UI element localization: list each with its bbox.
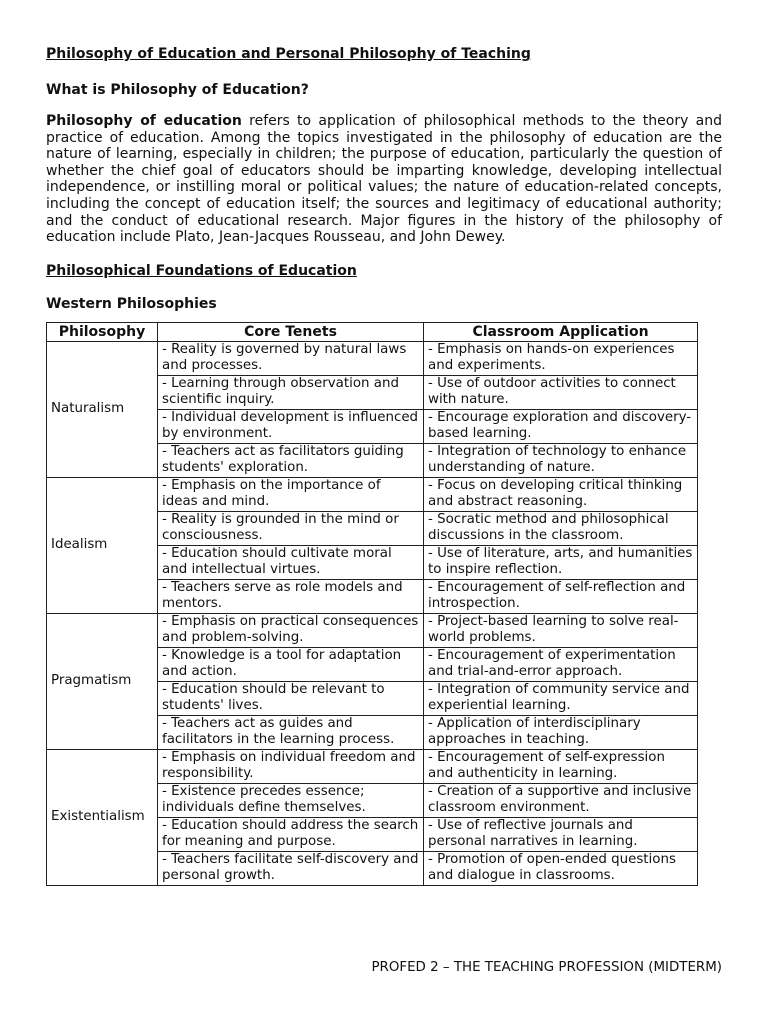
table-row: [47, 341, 698, 375]
section-heading: Philosophical Foundations of Education: [46, 262, 357, 279]
classroom-application-cell: - Creation of a supportive and inclusive classroom environment.: [424, 783, 698, 817]
classroom-application-cell: - Encouragement of self-expression and authenticity in learning.: [424, 749, 698, 783]
intro-paragraph: [46, 113, 722, 246]
core-tenet-cell: - Reality is grounded in the mind or consciousness.: [158, 511, 424, 545]
classroom-application-cell: - Encourage exploration and discovery-based learning.: [424, 409, 698, 443]
table-body: [47, 341, 698, 885]
question-heading: What is Philosophy of Education?: [46, 82, 309, 98]
philosophies-table: [46, 322, 698, 886]
table-header-row: [47, 322, 698, 341]
classroom-application-cell: - Use of literature, arts, and humanities to inspire reflection.: [424, 545, 698, 579]
classroom-application-cell: - Encouragement of experimentation and trial-and-error approach.: [424, 647, 698, 681]
header-classroom-application: Classroom Application: [424, 322, 698, 341]
table-row: [47, 749, 698, 783]
core-tenet-cell: - Knowledge is a tool for adaptation and action.: [158, 647, 424, 681]
table-row: [47, 613, 698, 647]
intro-term: Philosophy of education: [46, 113, 242, 129]
core-tenet-cell: - Teachers facilitate self-discovery and personal growth.: [158, 851, 424, 885]
core-tenet-cell: - Learning through observation and scientific inquiry.: [158, 375, 424, 409]
philosophy-cell: Existentialism: [47, 749, 158, 885]
header-core-tenets: Core Tenets: [158, 322, 424, 341]
classroom-application-cell: - Use of reflective journals and personal narratives in learning.: [424, 817, 698, 851]
core-tenet-cell: - Education should cultivate moral and intellectual virtues.: [158, 545, 424, 579]
core-tenet-cell: - Individual development is influenced by environment.: [158, 409, 424, 443]
core-tenet-cell: - Teachers act as guides and facilitators in the learning process.: [158, 715, 424, 749]
classroom-application-cell: - Promotion of open-ended questions and dialogue in classrooms.: [424, 851, 698, 885]
classroom-application-cell: - Focus on developing critical thinking and abstract reasoning.: [424, 477, 698, 511]
page-footer: PROFED 2 – THE TEACHING PROFESSION (MIDTERM): [371, 960, 722, 975]
core-tenet-cell: - Emphasis on the importance of ideas and mind.: [158, 477, 424, 511]
core-tenet-cell: - Teachers serve as role models and mentors.: [158, 579, 424, 613]
philosophy-cell: Naturalism: [47, 341, 158, 477]
classroom-application-cell: - Use of outdoor activities to connect with nature.: [424, 375, 698, 409]
document-page: [46, 44, 722, 886]
classroom-application-cell: - Project-based learning to solve real-world problems.: [424, 613, 698, 647]
classroom-application-cell: - Application of interdisciplinary approaches in teaching.: [424, 715, 698, 749]
intro-text: refers to application of philosophical methods to the theory and practice of education. Among the topics investigated in the philosophy of education are the nature of learning, especially in children; the purpose of education, particularly the question of whether the chief goal of educators should be imparting knowledge, developing intellectual independence, or instilling moral or political values; the nature of education-related concepts, including the concept of education itself; the sources and legitimacy of educational authority; and the conduct of educational research. Major figures in the history of the philosophy of education include Plato, Jean-Jacques Rousseau, and John Dewey.: [46, 113, 722, 246]
core-tenet-cell: - Education should be relevant to students' lives.: [158, 681, 424, 715]
document-title: Philosophy of Education and Personal Philosophy of Teaching: [46, 46, 531, 62]
classroom-application-cell: - Emphasis on hands-on experiences and experiments.: [424, 341, 698, 375]
core-tenet-cell: - Emphasis on individual freedom and responsibility.: [158, 749, 424, 783]
philosophy-cell: Idealism: [47, 477, 158, 613]
philosophy-cell: Pragmatism: [47, 613, 158, 749]
classroom-application-cell: - Socratic method and philosophical discussions in the classroom.: [424, 511, 698, 545]
header-philosophy: Philosophy: [47, 322, 158, 341]
core-tenet-cell: - Emphasis on practical consequences and problem-solving.: [158, 613, 424, 647]
core-tenet-cell: - Reality is governed by natural laws and processes.: [158, 341, 424, 375]
core-tenet-cell: - Teachers act as facilitators guiding students' exploration.: [158, 443, 424, 477]
table-row: [47, 477, 698, 511]
core-tenet-cell: - Education should address the search for meaning and purpose.: [158, 817, 424, 851]
classroom-application-cell: - Integration of technology to enhance understanding of nature.: [424, 443, 698, 477]
subsection-heading: Western Philosophies: [46, 295, 217, 312]
core-tenet-cell: - Existence precedes essence; individuals define themselves.: [158, 783, 424, 817]
classroom-application-cell: - Encouragement of self-reflection and introspection.: [424, 579, 698, 613]
classroom-application-cell: - Integration of community service and experiential learning.: [424, 681, 698, 715]
